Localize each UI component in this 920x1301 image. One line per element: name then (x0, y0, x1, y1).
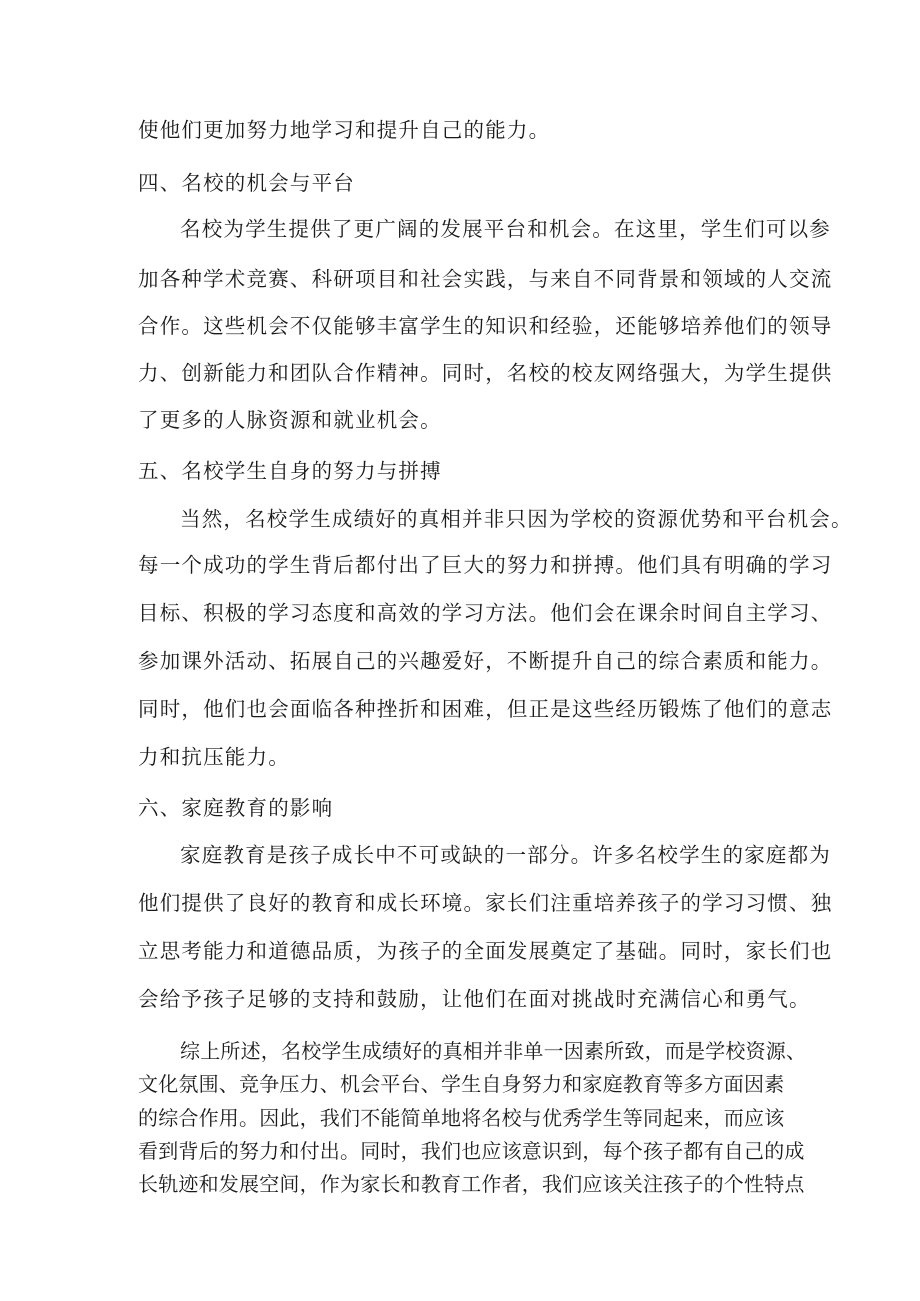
paragraph-line: 综上所述，名校学生成绩好的真相并非单一因素所致，而是学校资源、 (180, 1039, 807, 1063)
paragraph-line: 合作。这些机会不仅能够丰富学生的知识和经验，还能够培养他们的领导 (138, 314, 833, 338)
paragraph-line: 的综合作用。因此，我们不能简单地将名校与优秀学生等同起来，而应该 (138, 1106, 785, 1130)
paragraph-line: 名校为学生提供了更广阔的发展平台和机会。在这里，学生们可以参 (180, 217, 831, 241)
paragraph-line: 他们提供了良好的教育和成长环境。家长们注重培养孩子的学习习惯、独 (138, 891, 833, 915)
paragraph-line: 家庭教育是孩子成长中不可或缺的一部分。许多名校学生的家庭都为 (180, 843, 831, 867)
section-heading: 四、名校的机会与平台 (138, 171, 355, 195)
paragraph-line: 同时，他们也会面临各种挫折和困难，但正是这些经历锻炼了他们的意志 (138, 697, 833, 721)
paragraph-line: 力和抗压能力。 (138, 745, 290, 769)
paragraph-line: 看到背后的努力和付出。同时，我们也应该意识到，每个孩子都有自己的成 (138, 1139, 805, 1163)
paragraph-line: 力、创新能力和团队合作精神。同时，名校的校友网络强大，为学生提供 (138, 361, 833, 385)
paragraph-line: 立思考能力和道德品质，为孩子的全面发展奠定了基础。同时，家长们也 (138, 939, 833, 963)
paragraph-line: 长轨迹和发展空间，作为家长和教育工作者，我们应该关注孩子的个性特点 (138, 1172, 805, 1196)
paragraph-line: 使他们更加努力地学习和提升自己的能力。 (138, 118, 551, 142)
paragraph-line: 目标、积极的学习态度和高效的学习方法。他们会在课余时间自主学习、 (138, 601, 833, 625)
paragraph-line: 会给予孩子足够的支持和鼓励，让他们在面对挑战时充满信心和勇气。 (138, 987, 811, 1011)
section-heading: 五、名校学生自身的努力与拼搏 (138, 459, 442, 483)
paragraph-line: 每一个成功的学生背后都付出了巨大的努力和拼搏。他们具有明确的学习 (138, 553, 833, 577)
paragraph-line: 了更多的人脉资源和就业机会。 (138, 408, 442, 432)
paragraph-line: 当然，名校学生成绩好的真相并非只因为学校的资源优势和平台机会。 (180, 507, 853, 531)
paragraph-line: 文化氛围、竞争压力、机会平台、学生自身努力和家庭教育等多方面因素 (138, 1072, 785, 1096)
paragraph-line: 加各种学术竞赛、科研项目和社会实践，与来自不同背景和领域的人交流 (138, 267, 833, 291)
section-heading: 六、家庭教育的影响 (138, 796, 334, 820)
paragraph-line: 参加课外活动、拓展自己的兴趣爱好，不断提升自己的综合素质和能力。 (138, 649, 833, 673)
